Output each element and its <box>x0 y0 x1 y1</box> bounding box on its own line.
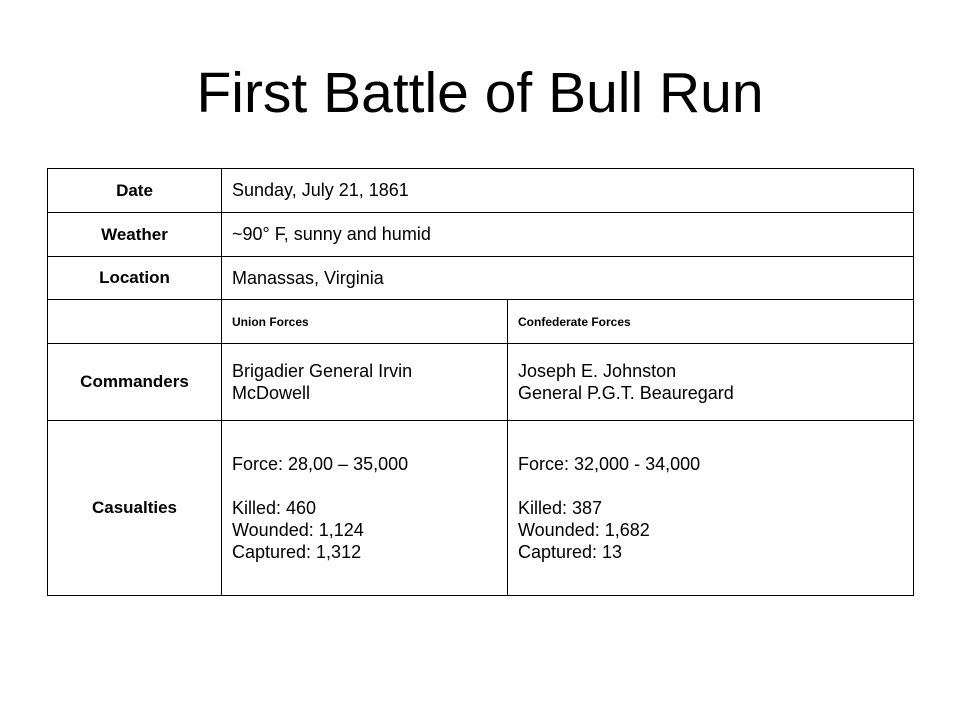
location-value: Manassas, Virginia <box>222 257 914 300</box>
date-value: Sunday, July 21, 1861 <box>222 169 914 213</box>
confederate-commander-line: General P.G.T. Beauregard <box>518 383 734 403</box>
confederate-forces-header: Confederate Forces <box>508 300 914 344</box>
casualties-label: Casualties <box>48 421 222 596</box>
commanders-label: Commanders <box>48 344 222 421</box>
location-label: Location <box>48 257 222 300</box>
confederate-force: Force: 32,000 - 34,000 <box>518 454 701 474</box>
weather-value: ~90° F, sunny and humid <box>222 213 914 257</box>
union-casualties <box>222 421 508 596</box>
confederate-wounded: Wounded: 1,682 <box>518 520 650 540</box>
union-commanders <box>222 344 508 421</box>
union-force: Force: 28,00 – 35,000 <box>232 454 409 474</box>
confederate-commander-line: Joseph E. Johnston <box>518 361 677 381</box>
casualties-row <box>48 421 914 596</box>
confederate-spacer <box>518 475 913 497</box>
union-commander-line: Brigadier General Irvin <box>232 361 413 381</box>
union-forces-header: Union Forces <box>222 300 508 344</box>
slide-title: First Battle of Bull Run <box>196 61 764 125</box>
confederate-commanders <box>508 344 914 421</box>
union-spacer <box>232 475 507 497</box>
sides-header-row <box>48 300 914 344</box>
battle-info-table <box>47 168 914 596</box>
commanders-row <box>48 344 914 421</box>
weather-label: Weather <box>48 213 222 257</box>
date-row <box>48 169 914 213</box>
location-row <box>48 257 914 300</box>
sides-empty-cell <box>48 300 222 344</box>
union-wounded: Wounded: 1,124 <box>232 520 364 540</box>
union-commander-line: McDowell <box>232 383 311 403</box>
union-captured: Captured: 1,312 <box>232 542 362 562</box>
union-killed: Killed: 460 <box>232 498 317 518</box>
weather-row <box>48 213 914 257</box>
confederate-casualties <box>508 421 914 596</box>
confederate-captured: Captured: 13 <box>518 542 623 562</box>
date-label: Date <box>48 169 222 213</box>
confederate-killed: Killed: 387 <box>518 498 603 518</box>
